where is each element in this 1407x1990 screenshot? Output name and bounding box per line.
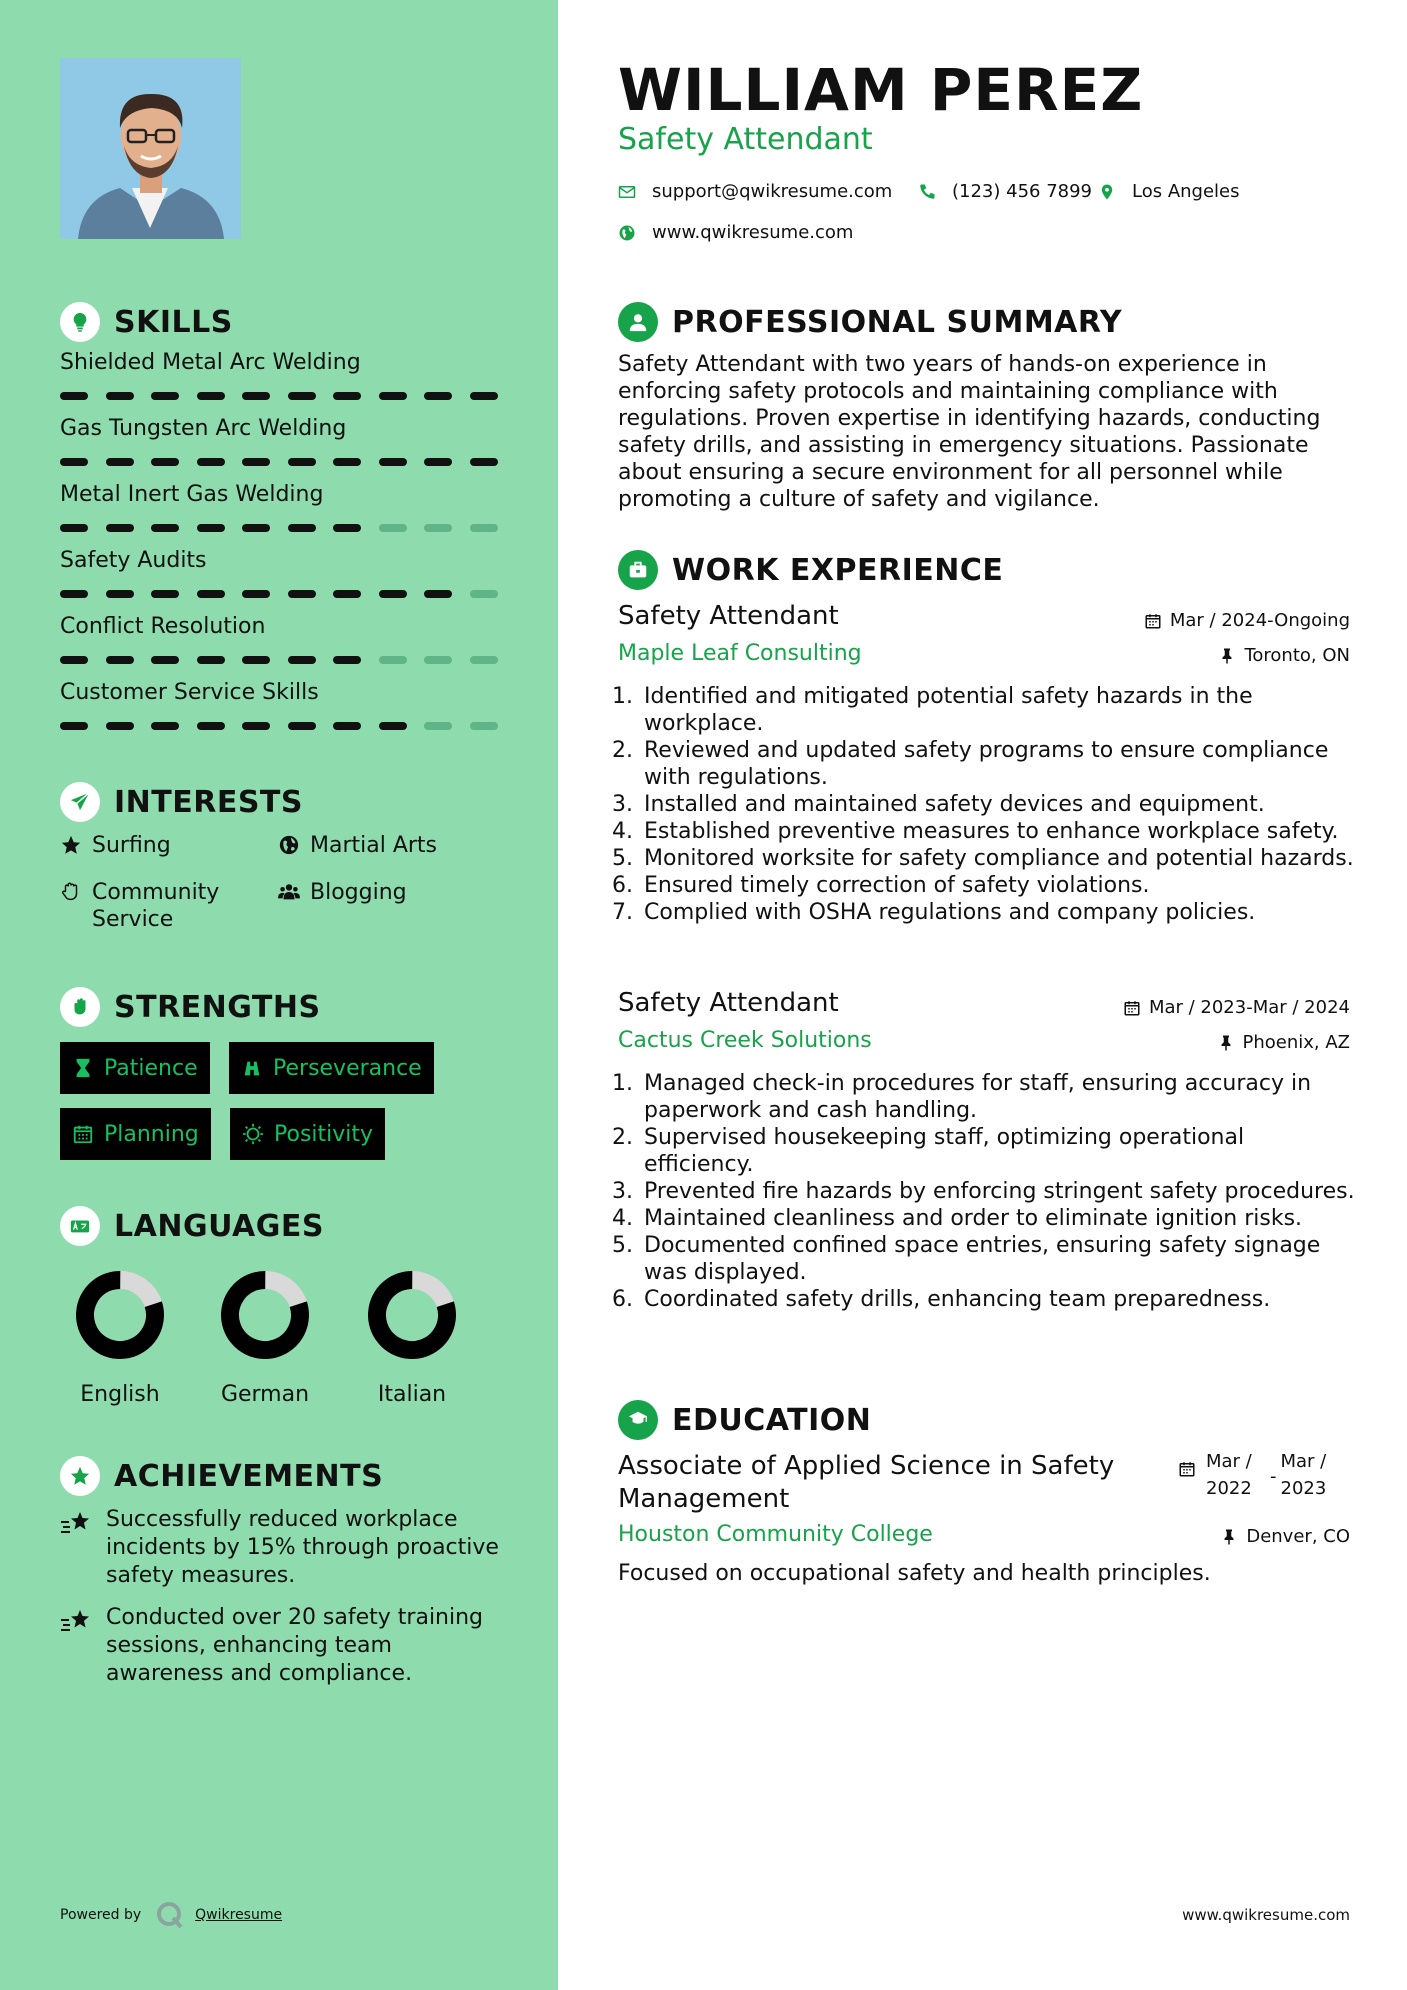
education-dates: [1178, 1448, 1341, 1502]
skill-dash-filled: [60, 458, 88, 466]
strength-label: Patience: [104, 1055, 198, 1081]
skill-dash-empty: [379, 656, 407, 664]
job-company: Maple Leaf Consulting: [618, 641, 862, 666]
interest-label: Surfing: [92, 833, 171, 858]
graduate-icon: [618, 1400, 658, 1440]
lightbulb-icon: [60, 302, 100, 342]
language-item: [65, 1270, 175, 1407]
skill-level-bar: [60, 524, 498, 532]
fist-icon: [60, 987, 100, 1027]
skills-title: SKILLS: [114, 304, 233, 340]
duty-item: 1. Managed check-in procedures for staff, ensuring accuracy in paperwork and cash handling.: [640, 1070, 1358, 1124]
calendar-icon: [1178, 1460, 1196, 1478]
skill-dash-filled: [288, 524, 316, 532]
skill-dash-filled: [242, 458, 270, 466]
skill-dash-filled: [333, 392, 361, 400]
sun-icon: [242, 1123, 264, 1145]
language-proficiency-ring: [367, 1270, 457, 1360]
skill-dash-filled: [470, 458, 498, 466]
education-description: Focused on occupational safety and health principles.: [618, 1561, 1211, 1586]
briefcase-icon: [618, 550, 658, 590]
education-location: [1220, 1526, 1350, 1547]
skill-name: Safety Audits: [60, 548, 207, 573]
star-icon: [60, 834, 82, 856]
skill-dash-filled: [151, 722, 179, 730]
skill-dash-filled: [151, 392, 179, 400]
duty-item: 6. Coordinated safety drills, enhancing team preparedness.: [640, 1286, 1358, 1313]
skill-dash-filled: [106, 392, 134, 400]
duty-item: 5. Documented confined space entries, ensuring safety signage was displayed.: [640, 1232, 1358, 1286]
pushpin-icon: [1220, 1528, 1238, 1546]
job-dates-text: Mar / 2024-Ongoing: [1169, 610, 1350, 631]
education-title: EDUCATION: [672, 1402, 872, 1438]
phone-text[interactable]: (123) 456 7899: [952, 181, 1093, 202]
skill-level-bar: [60, 458, 498, 466]
skill-dash-filled: [333, 590, 361, 598]
achievements-title: ACHIEVEMENTS: [114, 1458, 384, 1494]
skill-dash-filled: [197, 590, 225, 598]
powered-by: [60, 1900, 282, 1930]
language-proficiency-ring: [220, 1270, 310, 1360]
job-dates: [1123, 997, 1350, 1018]
website-text[interactable]: www.qwikresume.com: [652, 222, 854, 243]
experience-title: WORK EXPERIENCE: [672, 552, 1004, 588]
language-item: [357, 1270, 467, 1407]
experience-heading: [618, 550, 1003, 590]
strength-tag: [60, 1108, 211, 1160]
education-start: Mar / 2022: [1206, 1451, 1252, 1499]
skill-dash-empty: [424, 722, 452, 730]
main-content: [558, 0, 1407, 1990]
skill-dash-filled: [379, 458, 407, 466]
skill-item: [60, 348, 500, 414]
skill-dash-filled: [60, 590, 88, 598]
email-text[interactable]: support@qwikresume.com: [652, 181, 893, 202]
contact-email[interactable]: [618, 181, 892, 202]
hand-icon: [60, 881, 82, 903]
duty-item: 3. Prevented fire hazards by enforcing stringent safety procedures.: [640, 1178, 1358, 1205]
achievement-item: [60, 1506, 510, 1590]
skill-dash-filled: [242, 590, 270, 598]
skill-dash-empty: [470, 524, 498, 532]
pushpin-icon: [1217, 1034, 1235, 1052]
duty-item: 3. Installed and maintained safety devices and equipment.: [640, 791, 1358, 818]
skill-dash-empty: [424, 656, 452, 664]
shooting-star-icon: [60, 1510, 92, 1536]
education-school: Houston Community College: [618, 1522, 933, 1547]
duty-item: 5. Monitored worksite for safety compliance and potential hazards.: [640, 845, 1358, 872]
skill-item: [60, 546, 500, 612]
languages-title: LANGUAGES: [114, 1208, 324, 1244]
skill-dash-filled: [333, 458, 361, 466]
paper-plane-icon: [60, 782, 100, 822]
candidate-name: WILLIAM PEREZ: [618, 56, 1144, 124]
strength-label: Perseverance: [273, 1055, 422, 1081]
job-dates: [1144, 610, 1350, 631]
summary-text: Safety Attendant with two years of hands-on experience in enforcing safety protocols and maintaining compliance with regulations. Proven expertise in identifying hazards, conducting safety drills, and assisting in emergency situations. Passionate about ensuring a secure environment for all personnel while promoting a culture of safety and vigilance.: [618, 352, 1321, 512]
job-location-text: Toronto, ON: [1244, 645, 1350, 666]
calendar-icon: [72, 1123, 94, 1145]
skill-item: [60, 678, 500, 744]
award-star-icon: [60, 1456, 100, 1496]
strength-tag: [60, 1042, 210, 1094]
duty-item: 6. Ensured timely correction of safety violations.: [640, 872, 1358, 899]
duty-item: 1. Identified and mitigated potential safety hazards in the workplace.: [640, 683, 1358, 737]
strength-tag: [230, 1108, 385, 1160]
globe-icon: [618, 224, 636, 242]
skill-dash-filled: [424, 590, 452, 598]
skill-dash-filled: [106, 524, 134, 532]
skill-dash-filled: [106, 590, 134, 598]
interest-label: Martial Arts: [310, 833, 438, 858]
skill-dash-filled: [60, 524, 88, 532]
skill-dash-filled: [242, 524, 270, 532]
skill-name: Shielded Metal Arc Welding: [60, 350, 361, 375]
skill-dash-filled: [151, 524, 179, 532]
skill-dash-filled: [151, 590, 179, 598]
language-name: Italian: [377, 1382, 447, 1407]
skill-name: Conflict Resolution: [60, 614, 266, 639]
skill-dash-filled: [288, 590, 316, 598]
skill-dash-empty: [470, 590, 498, 598]
job-location-text: Phoenix, AZ: [1242, 1032, 1350, 1053]
user-icon: [618, 302, 658, 342]
date-separator: -: [1270, 1466, 1277, 1487]
interest-item: [60, 879, 260, 933]
skill-level-bar: [60, 656, 498, 664]
achievement-item: [60, 1604, 510, 1688]
skill-dash-filled: [288, 722, 316, 730]
pushpin-icon: [1218, 647, 1236, 665]
skill-dash-filled: [151, 458, 179, 466]
skill-item: [60, 480, 500, 546]
interests-heading: [60, 782, 303, 822]
binoculars-icon: [241, 1057, 263, 1079]
strength-tag: [229, 1042, 434, 1094]
skill-level-bar: [60, 722, 498, 730]
contact-website[interactable]: [618, 222, 853, 243]
education-heading: [618, 1400, 871, 1440]
skill-item: [60, 612, 500, 678]
skill-dash-filled: [197, 722, 225, 730]
duty-item: 4. Established preventive measures to enhance workplace safety.: [640, 818, 1358, 845]
job-location: [1218, 645, 1350, 666]
calendar-icon: [1123, 999, 1141, 1017]
summary-title: PROFESSIONAL SUMMARY: [672, 304, 1123, 340]
skill-dash-filled: [379, 392, 407, 400]
skill-dash-filled: [333, 722, 361, 730]
footer-url[interactable]: www.qwikresume.com: [1182, 1906, 1350, 1924]
skill-item: [60, 414, 500, 480]
users-icon: [278, 881, 300, 903]
achievement-text: Successfully reduced workplace incidents by 15% through proactive safety measures.: [106, 1507, 499, 1588]
strength-label: Planning: [104, 1121, 199, 1147]
language-item: [210, 1270, 320, 1407]
interest-item: [278, 879, 407, 906]
location-text: Los Angeles: [1132, 181, 1240, 202]
profile-photo: [60, 58, 241, 239]
duty-item: 2. Supervised housekeeping staff, optimizing operational efficiency.: [640, 1124, 1358, 1178]
job-duties-list: [618, 683, 1358, 926]
achievements-heading: [60, 1456, 383, 1496]
skill-dash-empty: [424, 524, 452, 532]
skill-name: Customer Service Skills: [60, 680, 319, 705]
job-duties-list: [618, 1070, 1358, 1313]
education-end: Mar / 2023: [1280, 1451, 1327, 1499]
education-location-text: Denver, CO: [1246, 1526, 1350, 1547]
duty-item: 2. Reviewed and updated safety programs to ensure compliance with regulations.: [640, 737, 1358, 791]
interest-label: Blogging: [310, 880, 407, 905]
skill-dash-empty: [470, 722, 498, 730]
achievement-text: Conducted over 20 safety training sessions, enhancing team awareness and compliance.: [106, 1605, 484, 1686]
globe-icon: [278, 834, 300, 856]
languages-heading: [60, 1206, 324, 1246]
skill-dash-filled: [60, 656, 88, 664]
skills-list: [60, 348, 500, 744]
qwikresume-link[interactable]: Qwikresume: [195, 1907, 283, 1923]
skill-dash-filled: [288, 392, 316, 400]
job-dates-text: Mar / 2023-Mar / 2024: [1148, 997, 1350, 1018]
skill-dash-filled: [379, 722, 407, 730]
contact-location: [1098, 181, 1240, 202]
interest-item: [278, 832, 437, 859]
duty-item: 4. Maintained cleanliness and order to eliminate ignition risks.: [640, 1205, 1358, 1232]
skill-dash-filled: [242, 392, 270, 400]
powered-by-label: Powered by: [60, 1907, 142, 1923]
candidate-role: Safety Attendant: [618, 122, 873, 157]
strength-label: Positivity: [274, 1121, 374, 1147]
language-card-icon: [60, 1206, 100, 1246]
skill-level-bar: [60, 392, 498, 400]
skill-dash-filled: [151, 656, 179, 664]
duty-item: 7. Complied with OSHA regulations and company policies.: [640, 899, 1358, 926]
interests-title: INTERESTS: [114, 784, 303, 820]
skill-dash-filled: [197, 392, 225, 400]
strengths-heading: [60, 987, 321, 1027]
skill-name: Gas Tungsten Arc Welding: [60, 416, 347, 441]
skill-dash-filled: [379, 590, 407, 598]
skill-dash-filled: [197, 524, 225, 532]
skill-dash-empty: [379, 524, 407, 532]
skill-dash-filled: [333, 524, 361, 532]
skill-dash-filled: [60, 392, 88, 400]
skill-dash-filled: [470, 392, 498, 400]
language-name: English: [80, 1382, 160, 1407]
calendar-icon: [1144, 612, 1162, 630]
skill-dash-filled: [242, 722, 270, 730]
interest-item: [60, 832, 171, 859]
skill-level-bar: [60, 590, 498, 598]
skill-dash-filled: [106, 458, 134, 466]
sidebar: [0, 0, 558, 1990]
skill-name: Metal Inert Gas Welding: [60, 482, 324, 507]
skill-dash-filled: [288, 458, 316, 466]
job-title: Safety Attendant: [618, 988, 839, 1018]
skill-dash-filled: [424, 392, 452, 400]
phone-icon: [918, 183, 936, 201]
skill-dash-filled: [60, 722, 88, 730]
map-pin-icon: [1098, 183, 1116, 201]
job-title: Safety Attendant: [618, 601, 839, 631]
contact-phone[interactable]: [918, 181, 1092, 202]
interest-label: Community Service: [92, 880, 220, 932]
hourglass-icon: [72, 1057, 94, 1079]
skill-dash-filled: [106, 722, 134, 730]
skill-dash-filled: [242, 656, 270, 664]
summary-heading: [618, 302, 1122, 342]
skill-dash-empty: [470, 656, 498, 664]
strengths-title: STRENGTHS: [114, 989, 321, 1025]
language-proficiency-ring: [75, 1270, 165, 1360]
skills-heading: [60, 302, 233, 342]
qwikresume-logo-icon: [155, 1900, 185, 1930]
education-degree: Associate of Applied Science in Safety Management: [618, 1451, 1115, 1514]
language-name: German: [220, 1382, 310, 1407]
skill-dash-filled: [424, 458, 452, 466]
skill-dash-filled: [333, 656, 361, 664]
job-location: [1217, 1032, 1351, 1053]
skill-dash-filled: [197, 458, 225, 466]
skill-dash-filled: [288, 656, 316, 664]
shooting-star-icon: [60, 1608, 92, 1634]
skill-dash-filled: [197, 656, 225, 664]
skill-dash-filled: [106, 656, 134, 664]
envelope-icon: [618, 183, 636, 201]
job-company: Cactus Creek Solutions: [618, 1028, 872, 1053]
